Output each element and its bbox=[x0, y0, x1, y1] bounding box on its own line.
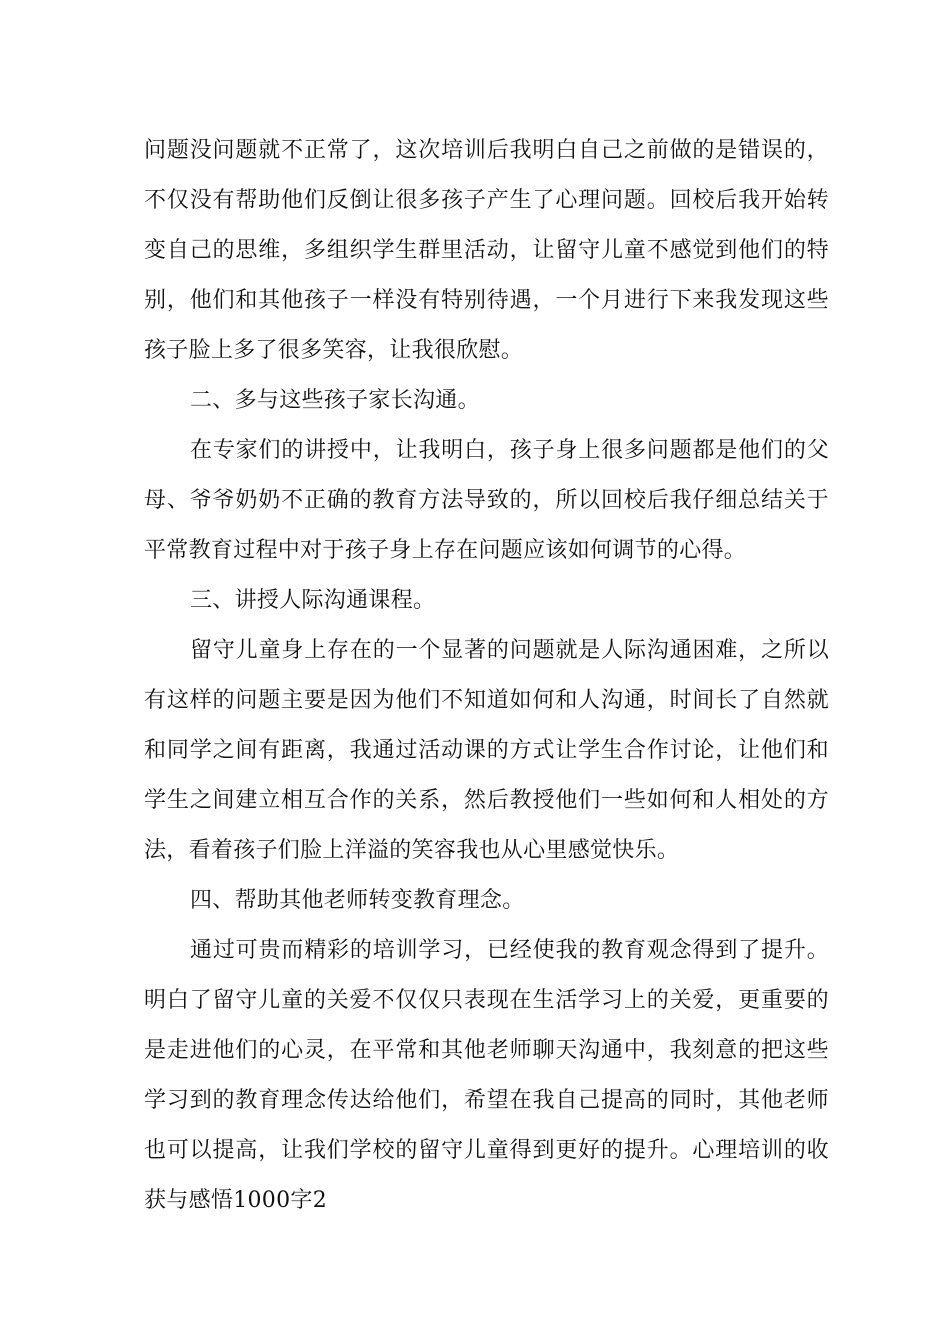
paragraph-teacher-ideas: 通过可贵而精彩的培训学习，已经使我的教育观念得到了提升。明白了留守儿童的关爱不仅仅只表现在生活学习上的关爱，更重要的是走进他们的心灵，在平常和其他老师聊天沟通中，我刻意的把这些学习到的教育理念传达给他们，希望在我自己提高的同时，其他老师也可以提高，让我们学校的留守儿童得到更好的提升。心理培训的收获与感悟1000字2 bbox=[144, 938, 829, 1213]
section-heading-3: 三、讲授人际沟通课程。 bbox=[190, 588, 436, 613]
document-body bbox=[144, 126, 829, 1226]
paragraph-continuation: 问题没问题就不正常了，这次培训后我明白自己之前做的是错误的，不仅没有帮助他们反倒让很多孩子产生了心理问题。回校后我开始转变自己的思维，多组织学生群里活动，让留守儿童不感觉到他们的特别，他们和其他孩子一样没有特别待遇，一个月进行下来我发现这些孩子脸上多了很多笑容，让我很欣慰。 bbox=[144, 138, 829, 363]
section-heading-2: 二、多与这些孩子家长沟通。 bbox=[190, 388, 480, 413]
paragraph-interpersonal: 留守儿童身上存在的一个显著的问题就是人际沟通困难，之所以有这样的问题主要是因为他们不知道如何和人沟通，时间长了自然就和同学之间有距离，我通过活动课的方式让学生合作讨论，让他们和学生之间建立相互合作的关系，然后教授他们一些如何和人相处的方法，看着孩子们脸上洋溢的笑容我也从心里感觉快乐。 bbox=[144, 638, 829, 863]
section-heading-4: 四、帮助其他老师转变教育理念。 bbox=[190, 888, 525, 913]
paragraph-parent-communication: 在专家们的讲授中，让我明白，孩子身上很多问题都是他们的父母、爷爷奶奶不正确的教育方法导致的，所以回校后我仔细总结关于平常教育过程中对于孩子身上存在问题应该如何调节的心得。 bbox=[144, 438, 829, 563]
